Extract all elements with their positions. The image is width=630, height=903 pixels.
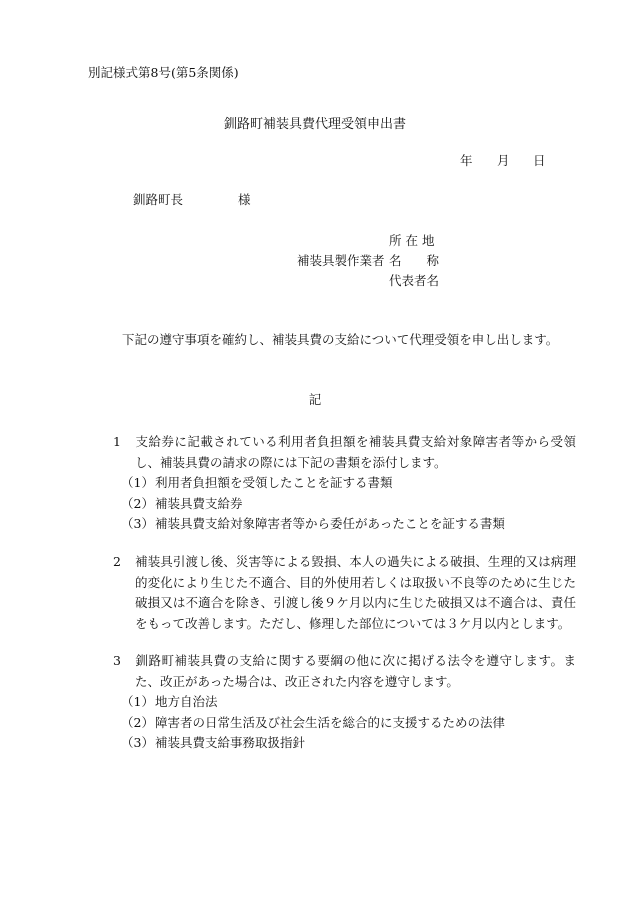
list-item-text: 利用者負担額を受領したことを証する書類 [155, 475, 393, 490]
list-item [113, 692, 576, 713]
section-text: 釧路町補装具費の支給に関する要綱の他に次に掲げる法令を遵守します。また、改正があった場合は、改正された内容を遵守します。 [135, 653, 576, 689]
list-item-number: （1） [121, 694, 154, 709]
list-item-number: （2） [121, 495, 154, 511]
date-day-label: 日 [533, 153, 546, 168]
document-title: 釧路町補装具費代理受領申出書 [223, 117, 406, 132]
list-item-text: 地方自治法 [155, 694, 218, 709]
section-number: 3 [113, 653, 121, 668]
section-text: 支給券に記載されている利用者負担額を補装具費支給対象障害者等から受領し、補装具費の請求の際には下記の書類を添付します。 [135, 434, 576, 470]
date-year-label: 年 [460, 153, 473, 168]
list-item [113, 473, 576, 494]
list-item [113, 514, 576, 535]
list-item [113, 713, 576, 734]
applicant-field-representative: 代表者名 [389, 273, 440, 288]
list-item-number: （2） [121, 714, 154, 730]
list-item-text: 補装具費支給券 [155, 495, 243, 511]
section-1 [113, 432, 576, 535]
section-2 [113, 552, 576, 634]
list-item-text: 障害者の日常生活及び社会生活を総合的に支援するための法律 [155, 714, 506, 730]
list-item [113, 733, 576, 754]
section-text: 補装具引渡し後、災害等による毀損、本人の過失による破損、生理的又は病理的変化により生じた不適合、目的外使用若しくは取扱い不良等のために生じた破損又は不適合を除き、引渡し後９ケ月以内に生じた破損又は不適合は、責任をもって改善します。ただし、修理した部位については３ケ月以内とします。 [135, 554, 576, 631]
section-number: 2 [113, 554, 121, 569]
list-item-number: （3） [121, 516, 154, 531]
list-item [113, 494, 576, 515]
list-item-text: 補装具費支給対象障害者等から委任があったことを証する書類 [155, 516, 505, 531]
section-number: 1 [113, 434, 121, 449]
list-item-number: （1） [121, 475, 154, 490]
addressee: 釧路町長 [133, 192, 184, 207]
section-paragraph [113, 552, 576, 634]
ki-heading: 記 [308, 392, 322, 407]
date-month-label: 月 [497, 153, 510, 168]
form-number: 別記様式第8号(第5条関係) [88, 65, 239, 80]
list-item-text: 補装具費支給事務取扱指針 [155, 735, 306, 750]
intro-statement: 下記の遵守事項を確約し、補装具費の支給について代理受領を申し出します。 [122, 332, 559, 347]
applicant-label: 補装具製作業者 [297, 253, 385, 268]
section-3 [113, 651, 576, 754]
list-item-number: （3） [121, 735, 154, 750]
section-paragraph [113, 651, 576, 692]
addressee-honorific: 様 [238, 192, 251, 207]
applicant-field-address: 所 在 地 [389, 233, 435, 248]
applicant-field-name: 名 称 [389, 253, 440, 268]
section-paragraph [113, 432, 576, 473]
